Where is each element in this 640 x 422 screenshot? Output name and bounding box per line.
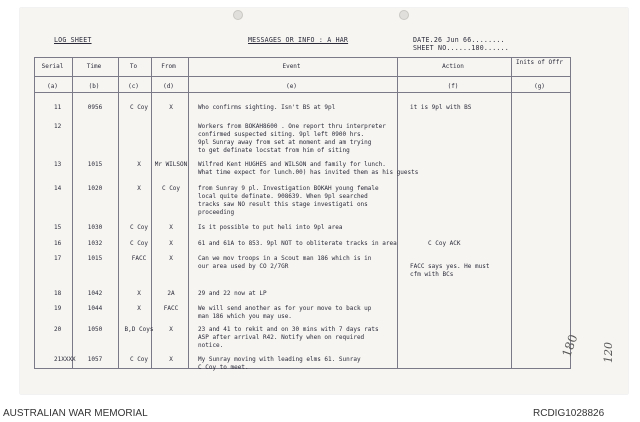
event-line: to get definate locstat from him of siting	[198, 147, 350, 154]
column-code: (b)	[88, 83, 100, 90]
serial-cell: 17	[54, 255, 62, 262]
time-cell: 0956	[87, 104, 103, 111]
serial-cell: 19	[54, 305, 62, 312]
event-line: Can we mov troops in a Scout man 186 which is in	[198, 255, 372, 262]
serial-cell: 16	[54, 240, 62, 247]
event-line: We will send another as for your move to back up	[198, 305, 372, 312]
serial-cell: 13	[54, 161, 62, 168]
to-cell: C Coy	[129, 356, 149, 363]
date-label: DATE.	[413, 36, 434, 44]
to-cell: X	[137, 305, 141, 312]
from-cell: X	[169, 356, 173, 363]
sheet-no-label: SHEET NO	[413, 44, 447, 52]
event-line: proceeding	[198, 209, 235, 216]
message-type-label: MESSAGES OR INFO : A HAR	[248, 36, 349, 44]
sheet-no-field: SHEET NO......180......	[413, 44, 509, 52]
action-line: FACC says yes. He must	[410, 263, 490, 270]
serial-cell: 20	[54, 326, 62, 333]
event-line: man 186 which you may use.	[198, 313, 292, 320]
event-line: notice.	[198, 342, 224, 349]
sheet-no-value: 180	[471, 44, 484, 52]
event-line: 23 and 41 to rekit and on 30 mins with 7 days rats	[198, 326, 379, 333]
event-line: from Sunray 9 pl. Investigation BOKAH young female	[198, 185, 379, 192]
from-cell: X	[169, 326, 173, 333]
time-cell: 1050	[87, 326, 103, 333]
time-cell: 1044	[87, 305, 103, 312]
to-cell: FACC	[131, 255, 147, 262]
time-cell: 1020	[87, 185, 103, 192]
column-code: (e)	[286, 83, 297, 90]
to-cell: X	[137, 161, 141, 168]
footer-reference: RCDIG1028826	[533, 408, 605, 419]
time-cell: 1057	[87, 356, 103, 363]
column-title: Time	[86, 63, 102, 70]
event-line: Who confirms sighting. Isn't BS at 9pl	[198, 104, 336, 111]
date-value: 26 Jun 66	[433, 36, 472, 44]
column-code: (a)	[47, 83, 58, 90]
punch-hole-right	[399, 10, 409, 20]
time-cell: 1015	[87, 255, 103, 262]
event-line: ASP after arrival R42. Notify when on required	[198, 334, 365, 341]
column-title: Event	[282, 63, 301, 70]
event-line: tracks saw NO result this stage investigati ons	[198, 201, 368, 208]
footer-source: AUSTRALIAN WAR MEMORIAL	[3, 408, 148, 419]
event-line: 9pl Sunray away from set at moment and am trying	[198, 139, 372, 146]
log-sheet-label: LOG SHEET	[54, 36, 92, 44]
serial-cell: 14	[54, 185, 62, 192]
event-line: Workers from BOKAH8600 . One report thru interpreter	[198, 123, 386, 130]
stamp-text: 180	[559, 332, 581, 359]
event-line: 29 and 22 now at LP	[198, 290, 267, 297]
column-title: To	[129, 63, 138, 70]
event-line: our area used by CO 2/7GR	[198, 263, 289, 270]
time-cell: 1042	[87, 290, 103, 297]
event-line: Wilfred Kent HUGHES and WILSON and family for lunch.	[198, 161, 386, 168]
serial-cell: 11	[54, 104, 62, 111]
action-line: it is 9pl with BS	[410, 104, 472, 111]
serial-cell: 21XXXX	[54, 356, 76, 363]
event-line: My Sunray moving with leading elms 61. Sunray	[198, 356, 361, 363]
column-title: Action	[442, 63, 464, 70]
event-line: C Coy to meet.	[198, 364, 249, 371]
punch-hole-left	[233, 10, 243, 20]
from-cell: 2A	[167, 290, 175, 297]
time-cell: 1032	[87, 240, 103, 247]
from-cell: Mr WILSON	[154, 161, 188, 168]
column-title: Serial	[41, 63, 64, 70]
serial-cell: 18	[54, 290, 62, 297]
from-cell: X	[169, 104, 173, 111]
event-line: What time expect for lunch.00) has invited them as his guests	[198, 169, 419, 176]
to-cell: X	[137, 185, 141, 192]
handwritten-page-number: 120	[602, 342, 615, 363]
from-cell: FACC	[163, 305, 179, 312]
to-cell: C Coy	[129, 224, 149, 231]
to-cell: C Coy	[129, 240, 149, 247]
event-line: 61 and 61A to 853. 9pl NOT to obliterate tracks in area	[198, 240, 397, 247]
from-cell: C Coy	[161, 185, 181, 192]
action-line: cfm with BCs	[410, 271, 454, 278]
from-cell: X	[169, 240, 173, 247]
serial-cell: 12	[54, 123, 62, 130]
column-code: (d)	[163, 83, 174, 90]
action-line: C Coy ACK	[428, 240, 461, 247]
event-line: local quite definate. 908639. When 9pl searched	[198, 193, 368, 200]
column-title: From	[161, 63, 176, 70]
time-cell: 1015	[87, 161, 103, 168]
from-cell: X	[169, 224, 173, 231]
from-cell: X	[169, 255, 173, 262]
column-code: (g)	[534, 83, 545, 90]
column-code: (f)	[447, 83, 459, 90]
column-title: Inits of Offr	[516, 59, 563, 66]
event-line: confirmed suspected siting. 9pl left 0900 hrs.	[198, 131, 365, 138]
time-cell: 1030	[87, 224, 103, 231]
to-cell: B,D Coys	[124, 326, 154, 333]
serial-cell: 15	[54, 224, 62, 231]
date-field: DATE.26 Jun 66........	[413, 36, 505, 44]
to-cell: C Coy	[129, 104, 149, 111]
event-line: Is it possible to put heli into 9pl area	[198, 224, 343, 231]
to-cell: X	[137, 290, 141, 297]
column-code: (c)	[128, 83, 139, 90]
